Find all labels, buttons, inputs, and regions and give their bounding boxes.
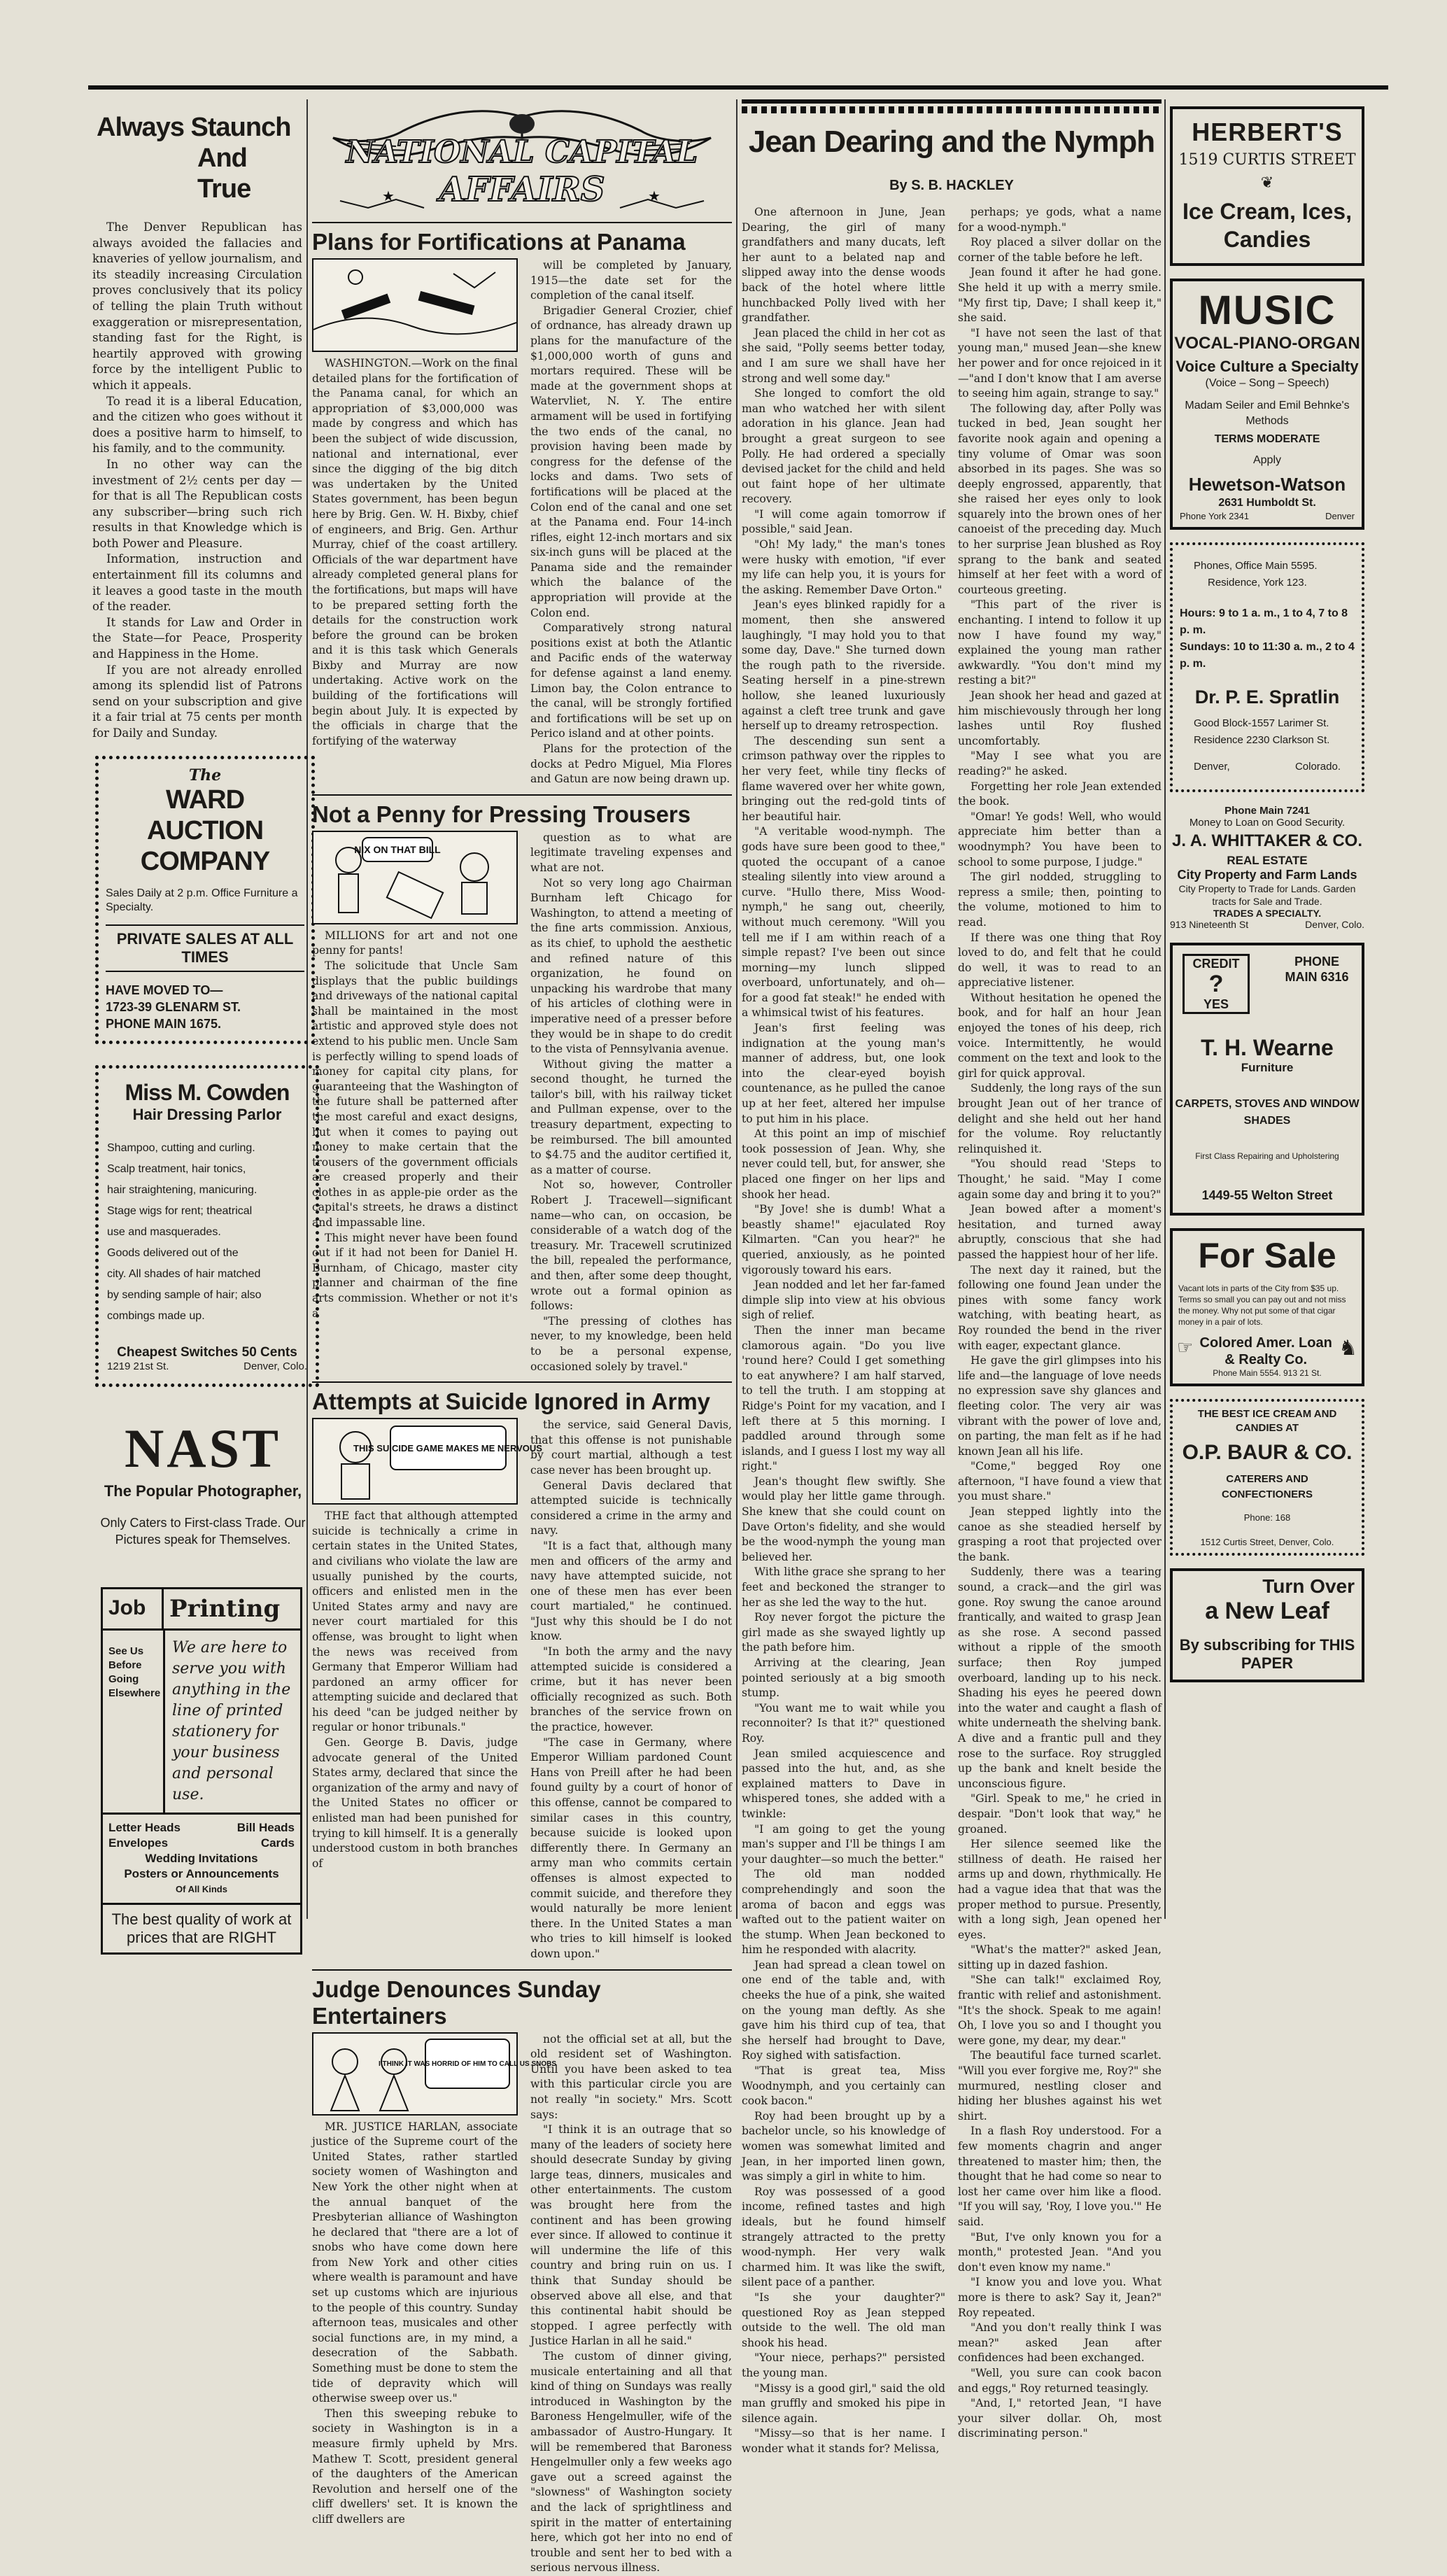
ad-carpets: CARPETS, STOVES AND WINDOW SHADES (1175, 1098, 1360, 1127)
paragraph: "It is a fact that, although many men and officers of the army and navy have attempted suicide, not one of these men has ever been court martialed," he continued. "Just why this should be I do not know. (530, 1539, 732, 1643)
paragraph: Forgetting her role Jean extended the book. (958, 780, 1162, 808)
baur-ad (1170, 1399, 1364, 1556)
ad-subscribe: By subscribing for THIS PAPER (1179, 1636, 1355, 1672)
paragraph: not the official set at all, but the old resident set of Washington. Until you have been asked to tea with this particular circle you are not really "in society." Mrs. Scott says: (530, 2032, 732, 2121)
story-left (312, 258, 518, 787)
paragraph: the service, said General Davis, that this offense is not punishable by court martial, although a test case never has been brought up. (530, 1419, 732, 1477)
paragraph: will be completed by January, 1915—the date set for the completion of the canal itself. (530, 259, 732, 302)
paragraph: Jean's eyes blinked rapidly for a moment, then she answered laughingly, "I may hold you to that some day, Dave." She turned down the rough path to the riverside. Seating herself in a pine-strewn hollow, she leaned luxuriously against a cleft tree trunk and gave herself up to dreamy retrospection. (742, 598, 945, 733)
story-body (312, 831, 732, 1374)
paragraph: At this point an imp of mischief took possession of Jean. Why, she never could tell, but, for answer, she placed one finger on her lips and shook her head. (742, 1127, 945, 1201)
ad-service-line: Stage wigs for rent; theatrical (107, 1204, 253, 1217)
ad-name: O.P. BAUR & CO. (1182, 1441, 1353, 1464)
paragraph: The descending sun sent a crimson pathway over the ripples to her very feet, while tiny flecks of flame wavered over her white gown, bringing out the red-gold tints of her beautiful hair. (742, 734, 945, 823)
story-headline: Plans for Fortifications at Panama (312, 229, 686, 255)
story-divider (312, 1381, 732, 1383)
ad-text: Vacant lots in parts of the City from $35 up. Terms so small you can pay out and not miss the money. Why not put some of that cigar money in a pair of lots. (1178, 1283, 1346, 1327)
paragraph: "And you don't really think I was mean?" asked Jean after confidences had been exchanged. (958, 2321, 1162, 2365)
ad-phone: PHONE MAIN 6316 (1285, 955, 1349, 984)
trousers-cartoon (312, 831, 518, 924)
paragraph: In no other way can the investment of 2½ cents per day —for that is all The Republican costs any subscriber—bring such rich results in that Knowledge which is both Power and Pleasure. (92, 457, 302, 550)
ad-moved: HAVE MOVED TO— (106, 983, 223, 997)
paragraph: Plans for the protection of the docks at Pedro Miguel, Mia Flores and Gatun are now being drawn up. (530, 742, 732, 786)
ad-item: Posters or Announcements (124, 1866, 279, 1880)
paragraph: "Well, you sure can cook bacon and eggs," Roy returned teasingly. (958, 2366, 1162, 2395)
ad-name: Miss M. Cowden (125, 1079, 290, 1105)
ad-voice-culture: Voice Culture a Specialty (1176, 358, 1359, 375)
story-text (312, 929, 518, 1321)
paragraph: Roy placed a silver dollar on the corner of the table before he left. (958, 236, 1162, 264)
paragraph: It stands for Law and Order in the State—for Peace, Prosperity and Happiness in the Home. (92, 615, 302, 661)
editorial-title-1: Always Staunch (97, 113, 291, 142)
paragraph: Not so very long ago Chairman Burnham left Chicago for Washington, to attend a meeting of the fine arts commission. Anxious, as its chief, to uphold the aesthetic and refined nature of this organization, he found on unpacking his wardrobe that many of his articles of clothing were in imperative need of a presser before they would be in shape to do credit to the vista of Pennsylvania avenue. (530, 876, 732, 1056)
ad-name: J. A. WHITTAKER & CO. (1172, 831, 1362, 850)
ad-name: HERBERT'S (1192, 118, 1343, 146)
paragraph: "But, I've only known you for a month," protested Jean. "And you don't even know my name." (958, 2230, 1162, 2274)
left-column (92, 99, 307, 1947)
svg-text:★: ★ (648, 189, 661, 204)
ad-header: THE BEST ICE CREAM AND CANDIES AT (1197, 1408, 1337, 1434)
turn-over-leaf-ad (1170, 1568, 1364, 1682)
paragraph: "In both the army and the navy attempted suicide is considered a crime, but it has never been officially recognized as such. Both branches of the service frown on the practice, however. (530, 1645, 732, 1734)
story-text (312, 356, 518, 749)
hand-pointer-icon: ☞ (1177, 1337, 1194, 1358)
paragraph: Arriving at the clearing, Jean pointed seriously at a big smooth stump. (742, 1656, 945, 1700)
story-body (312, 258, 732, 787)
paragraph: "I think it is an outrage that so many of the leaders of society here should desecrate Sunday by giving large teas, dinners, musicales and other entertainments. The custom was brought here from the continent and has been growing ever since. If allowed to continue it will undermine the life of this country and bring ruin on us. I think that Sunday should be observed above all else, and that this continental habit should be stopped. I agree perfectly with Justice Harlan in all he said." (530, 2123, 732, 2348)
paragraph: Without giving the matter a second thought, he turned the tailor's bill, with his railway ticket and Pullman expense, over to the treasury department, expecting to be reimbursed. The bill amounted to $4.75 and the auditor certified it, as a matter of course. (530, 1057, 732, 1176)
credit-box (1183, 954, 1250, 1014)
ad-company-row (1173, 1328, 1362, 1368)
ad-state: Colorado. (1294, 761, 1341, 773)
ad-parlor: Hair Dressing Parlor (132, 1105, 282, 1123)
paragraph: Not so, however, Controller Robert J. Tracewell—significant name—who can, on occasion, be considerable of a watch dog of the treasury. Mr. Tracewell scrutinized the bill, repealed the performance, and then, after some deep thought, wrote out a formal opinion as follows: (530, 1178, 732, 1313)
paragraph: The girl nodded, struggling to repress a smile; then, pointing to the volume, motioned to him to read. (958, 871, 1162, 929)
whittaker-ad (1170, 805, 1364, 930)
paragraph: question as to what are legitimate traveling expenses and what are not. (530, 831, 732, 874)
ad-teachers: Madam Seiler and Emil Behnke's Methods (1185, 400, 1350, 427)
paragraph: If you are not already enrolled among its splendid list of Patrons send on your subscription and give it a fair trial at 75 cents per month for Daily and Sunday. (92, 663, 302, 740)
ad-voice-song: (Voice – Song – Speech) (1205, 377, 1329, 389)
ad-company: Colored Amer. Loan & Realty Co. (1199, 1335, 1332, 1367)
paragraph: "By Jove! she is dumb! What a beastly shame!" ejaculated Roy Kilmarten. "Can you hear?" he queried, anxiously, as he pointed vigorously toward his ears. (742, 1203, 945, 1276)
ad-item: Envelopes (108, 1836, 169, 1850)
story-right (530, 1418, 732, 1962)
ad-service-line: Scalp treatment, hair tonics, (107, 1162, 246, 1175)
paragraph: Jean nodded and let her far-famed dimple slip into view at his obvious sigh of relief. (742, 1279, 945, 1322)
ad-name: MUSIC (1198, 288, 1336, 333)
music-ad (1170, 279, 1364, 530)
ad-phone: PHONE MAIN 1675. (106, 1016, 222, 1031)
officer-illustration-icon (313, 1419, 542, 1503)
ad-subtext: Sales Daily at 2 p.m. Office Furniture a Specialty. (106, 887, 298, 913)
dotted-rule (742, 106, 1162, 113)
story-right (530, 258, 732, 787)
paragraph: "A veritable wood-nymph. The gods have sure been good to thee," quoted the occupant of a canoe stealing silently into view around a curve. "Hullo there, Miss Wood-nymph," he sang out, cheerily, without much ceremony. "Will you tell me if I am within reach of a simple repast? I've been out since morning—my lunch slipped overboard, unfortunately, and oh—for a good fat steak!" he ended with a whimsical twist of his features. (742, 825, 945, 1020)
ad-block: Good Block-1557 Larimer St. (1194, 717, 1329, 729)
cannon-illustration-icon (313, 260, 516, 351)
paragraph: The next day it rained, but the following one found Jean under the pines with some fancy work watching, with beating heart, as Roy rounded the bend in the river with eager, expectant glance. (958, 1263, 1162, 1352)
ad-see-us: See Us Before Going Elsewhere (103, 1631, 165, 1813)
story-headline: Not a Penny for Pressing Trousers (312, 801, 691, 827)
ad-street: 2631 Humboldt St. (1218, 497, 1316, 509)
story-divider (312, 1969, 732, 1971)
paragraph: perhaps; ye gods, what a name for a wood-nymph." (958, 206, 1162, 234)
ad-phones: Phones, Office Main 5595. (1194, 560, 1318, 572)
ad-service-line: use and masquerades. (107, 1225, 221, 1238)
ad-name: T. H. Wearne (1201, 1035, 1334, 1060)
ad-address: 1512 Curtis Street, Denver, Colo. (1200, 1537, 1334, 1547)
ad-city-property: City Property and Farm Lands (1177, 868, 1357, 882)
question-mark-icon: ? (1208, 971, 1224, 997)
story-headline: Attempts at Suicide Ignored in Army (312, 1388, 711, 1415)
paragraph: Gen. George B. Davis, judge advocate general of the United States army, declared that since the organization of the army and navy of the United States no officer or enlisted man had been punished for trying to kill himself. It is a generally understood custom in both branches of (312, 1736, 518, 1870)
story-text (312, 2120, 518, 2528)
column-divider (736, 99, 737, 1919)
ad-phone: Phone Main 7241 (1224, 805, 1310, 817)
ad-service-line: city. All shades of hair matched (107, 1267, 261, 1280)
story-right (958, 205, 1162, 2456)
ad-city: Denver, Colo. (243, 1360, 307, 1372)
ad-confectioners: CONFECTIONERS (1221, 1488, 1313, 1500)
ad-apply: Apply (1252, 454, 1282, 466)
ad-middle (103, 1631, 300, 1813)
ad-products: Ice Cream, Ices, Candies (1183, 199, 1352, 252)
paragraph: THE fact that although attempted suicide is technically a crime in certain states in the United States, and civilians who violate the law are usually punished by the courts, officers and enlisted men in the United States army and navy are never court martialed for this offense, was brought to light when the news was received from Germany that Emperor William had pardoned an army officer for attempting suicide and declared that his deed "can be judged neither by regular or honor tribunals." (312, 1509, 518, 1734)
ad-terms: TERMS MODERATE (1214, 433, 1320, 445)
paragraph: He gave the girl glimpses into his life and—the language of love needs no expression save shy glances and fleeting color. The very air was vibrant with the power of love and, on parting, the man felt as if he had known Jean all his life. (958, 1354, 1162, 1458)
ad-vpo: VOCAL-PIANO-ORGAN (1174, 334, 1360, 353)
story-body (742, 205, 1162, 2456)
paragraph: Comparatively strong natural positions exist at both the Atlantic and Pacific ends of the waterway for defense against a land enemy. Limon bay, the Colon entrance to the canal, will be strongly fortified and fortifications will be set up on Perico island and at other points. (530, 621, 732, 740)
paragraph: "I am going to get the young man's supper and I'll be things I am your daughter—so much the better." (742, 1822, 945, 1866)
paragraph: She longed to comfort the old man who watched her with silent adoration in his glance. Jean had brought a great surgeon to see Polly. He had ordered a specially devised jacket for the child and held out faint hope of her ultimate recovery. (742, 387, 945, 506)
paragraph: Suddenly, the long rays of the sun brought Jean out of her trance of delight and she held out her hand for the volume. Roy reluctantly relinquished it. (958, 1082, 1162, 1155)
ad-service-line: Shampoo, cutting and curling. (107, 1141, 255, 1154)
ad-real-estate: REAL ESTATE (1227, 854, 1308, 867)
story-header (742, 99, 1162, 194)
ad-money: Money to Loan on Good Security. (1189, 817, 1346, 829)
paragraph: "This part of the river is enchanting. I intend to follow it up now I have found my way," explained the young man rather awkwardly. "You don't mind my resting a bit?" (958, 598, 1162, 687)
cowden-ad (95, 1065, 319, 1387)
paragraph: Roy was possessed of a good income, refined tastes and high ideals, but he found himself strangely attracted to the pretty wood-nymph. Her very walk charmed him. It was like the swift, silent pace of a panther. (742, 2185, 945, 2289)
ad-new-leaf: a New Leaf (1205, 1598, 1329, 1624)
paragraph: "Missy—so that is her name. I wonder what it stands for? Melissa, (742, 2427, 945, 2455)
paragraph: General Davis declared that attempted suicide is technically considered a crime in the army and navy. (530, 1479, 732, 1537)
story-right (530, 831, 732, 1374)
ad-item: Letter Heads (108, 1820, 181, 1834)
ad-trade: City Property to Trade for Lands. Garden tracts for Sale and Trade. (1178, 883, 1356, 907)
paragraph: Then the inner man became clamorous again. "Do you live 'round here? Could I get something to eat anywhere? I am half starved, to tell the truth. I am stopping at Ridge's Point for my vacation, and I left there at 5 this morning. I paddled around through some islands, and I guess I lost my way all right." (742, 1323, 945, 1473)
ad-hours: Hours: 9 to 1 a. m., 1 to 4, 7 to 8 p. m. (1180, 607, 1348, 636)
editorial-title-2: And True (197, 143, 251, 204)
spratlin-ad (1170, 542, 1364, 792)
paragraph: "That is great tea, Miss Woodnymph, and you certainly can cook bacon." (742, 2064, 945, 2108)
ad-job: Job (103, 1589, 164, 1628)
ad-private-sales: PRIVATE SALES AT ALL TIMES (106, 924, 304, 972)
ward-auction-ad (95, 756, 315, 1044)
wearne-ad (1170, 943, 1364, 1216)
paragraph: In a flash Roy understood. For a few moments chagrin and anger threatened to master him; then, the thought that he had come so near to lost her came over him like a flood. "If you will say, 'Roy, I love you.'" He said. (958, 2125, 1162, 2228)
fortification-cartoon (312, 258, 518, 352)
uncle-sam-illustration-icon (313, 832, 516, 923)
ad-address-row (1170, 919, 1364, 930)
cartoon-caption: THIS SUICIDE GAME MAKES ME NERVOUS (353, 1443, 542, 1454)
story-left (312, 831, 518, 1374)
ad-address: 1449-55 Welton Street (1201, 1188, 1333, 1202)
paragraph: Jean's first feeling was indignation at the young man's manner of address, but, one look into the clear-eyed boyish countenance, as he pulled the canoe up at her feet, altered her impulse to put him in his place. (742, 1022, 945, 1125)
ad-service-line: by sending sample of hair; also (107, 1288, 262, 1301)
paragraph: Jean's thought flew swiftly. She would play her little game through. She knew that she could count on Dave Orton's fidelity, and she would be the wood-nymph the young man believed her. (742, 1474, 945, 1563)
paragraph: "The pressing of clothes has never, to my knowledge, been held to be a personal expense, occasioned solely by travel." (530, 1314, 732, 1373)
ad-name: Dr. P. E. Spratlin (1194, 687, 1340, 708)
ad-residence: Residence, York 123. (1208, 577, 1307, 589)
ad-item: Bill Heads (237, 1820, 295, 1834)
masthead-line2: AFFAIRS (439, 170, 605, 209)
paragraph: "I will come again tomorrow if possible," said Jean. (742, 507, 945, 536)
paragraph: "The case in Germany, where Emperor William pardoned Count Hans von Preill after he had been found guilty by a court of honor of this offense, cannot be compared to similar cases in this country, because suicide is looked upon differently there. In Germany an army man who commits certain offenses is almost expected to commit suicide, and therefore they would naturally be more lenient there. In the United States a man who tries to kill himself is looked down upon." (530, 1736, 732, 1960)
ad-caterers: CATERERS AND (1226, 1473, 1308, 1485)
ad-company-name: WARD AUCTION COMPANY (140, 784, 270, 876)
nast-ad (92, 1418, 313, 1548)
paragraph: This might never have been found out if it had not been for Daniel H. Burnham, of Chicago, master city planner and chairman of the fine arts commission. Whether or not it's a (312, 1231, 518, 1320)
ad-city: Denver (1325, 511, 1355, 521)
paragraph: Suddenly, there was a tearing sound, a crack—and the girl was gone. Roy swung the canoe around frantically, and waited to grasp Jean as she rose. A second passed without a ripple of the smooth surface; then Roy jumped overboard, landing up to his neck. Shading his eyes he peered down into the water and caught a flash of white underneath the shelving bank. A dive and a frantic pull and they rose to the surface. Roy struggled up the bank and knelt beside the unconscious figure. (958, 1565, 1162, 1790)
paragraph: Information, instruction and entertainment fill its columns and it leaves a good taste in the mouth of the reader. (92, 552, 302, 614)
ad-address: 1723-39 GLENARM ST. (106, 999, 241, 1014)
ad-city: Denver, (1194, 761, 1230, 773)
paragraph: MILLIONS for art and not one penny for pants! (312, 929, 518, 957)
paragraph: "I know you and love you. What more is there to ask? Say it, Jean?" Roy repeated. (958, 2276, 1162, 2319)
paragraph: To read it is a liberal Education, and the citizen who goes without it does a positive harm to himself, to his family, and to the community. (92, 394, 302, 456)
ad-service-line: hair straightening, manicuring. (107, 1183, 257, 1196)
ad-first-class: First Class Repairing and Upholstering (1195, 1151, 1339, 1161)
paragraph: The Denver Republican has always avoided the fallacies and knaveries of yellow journalism, and its steadily increasing Circulation proves conclusively that its policy of telling the plain Truth without exaggeration or misrepresentation, standing fast for the Right, is heartily approved with growing force by the intelligent Public to which it appeals. (92, 220, 302, 392)
ad-city-row (1180, 759, 1355, 775)
herberts-ad (1170, 106, 1364, 266)
paragraph: Without hesitation he opened the book, and for half an hour Jean enjoyed the tones of his deep, rich voice. Intermittently, he would comment on the text and look to the girl for quick approval. (958, 991, 1162, 1080)
horse-rider-icon: ♞ (1339, 1335, 1357, 1360)
editorial-body (92, 220, 302, 742)
paragraph: The beautiful face turned scarlet. "Will you ever forgive me, Roy?" she murmured, nestling closer and hiding her blushes against his wet shirt. (958, 2049, 1162, 2123)
paragraph: "I have not seen the last of that young man," mused Jean—she knew her power and for once rejoiced in it —"and I don't know that I am averse to seeing him again, strange to say." (958, 326, 1162, 400)
paragraph: Jean shook her head and gazed at him mischievously through her long lashes until Roy flushed uncomfortably. (958, 689, 1162, 747)
paragraph: MR. JUSTICE HARLAN, associate justice of the Supreme court of the United States, rather startled society women of Washington and New York the other night when at the annual banquet of the Presbyterian alliance of Washington he declared that "there are a lot of snobs who have come down here from New York and other cities where wealth is paramount and have set up customs which are injurious to the people of this country. Sunday afternoon teas, musicales and other social functions are, in my mind, a desecration of the Sabbath. Something must be done to stem the tide of depravity which will otherwise sweep over us." (312, 2120, 518, 2405)
masthead (312, 99, 732, 223)
ad-items (103, 1813, 300, 1903)
ad-phone: Phone Main 5554. 913 21 St. (1213, 1368, 1322, 1378)
paragraph: Then this sweeping rebuke to society in Washington is in a measure firmly upheld by Mrs. Mathew T. Scott, president general of the daughters of the American Revolution and herself one of the cliff dwellers' set. It is known the cliff dwellers are (312, 2407, 518, 2526)
paragraph: "She can talk!" exclaimed Roy, frantic with relief and astonishment. "It's the shock. Speak to me again! Oh, I love you so and I thought you were gone, my dear, my dear." (958, 1973, 1162, 2047)
column-divider (1164, 99, 1166, 1919)
paragraph: With lithe grace she sprang to her feet and beckoned the stranger to her as she led the way to the hut. (742, 1565, 945, 1609)
paragraph: "Girl. Speak to me," he cried in despair. "Don't look that way," he groaned. (958, 1792, 1162, 1836)
ad-header (103, 1589, 300, 1631)
masthead-line1: NATIONAL CAPITAL (346, 134, 698, 170)
ad-top (1173, 945, 1362, 1014)
top-rule (88, 85, 1388, 90)
paragraph: Her silence seemed like the stillness of death. He raised her arms up and down, rhythmically. He had a vague idea that that was the proper method to pursue. Presently, with a long sigh, Jean opened her eyes. (958, 1838, 1162, 1941)
story-body (312, 1418, 732, 1962)
ad-turn-over: Turn Over (1262, 1575, 1355, 1597)
paragraph: "Your niece, perhaps?" persisted the young man. (742, 2351, 945, 2379)
ads-column (1170, 106, 1364, 1940)
paragraph: One afternoon in June, Jean Dearing, the girl of many grandfathers and many ducats, left her aunt to a belated nap and slipped away into the dense woods back of the hotel where little hunchbacked Polly lived with her grandfather. (742, 206, 945, 325)
ornament-icon: ❦ (1260, 174, 1274, 192)
paragraph: The old man nodded comprehendingly and soon the aroma of bacon and eggs was wafted out to the patient waiter on the stump. When Jean beckoned to him he responded with alacrity. (742, 1868, 945, 1957)
ad-item: Wedding Invitations (145, 1851, 258, 1865)
paragraph: The solicitude that Uncle Sam displays that the public buildings and driveways of the national capital shall be maintained in the most artistic and approved style does not extend to his public men. Uncle Sam is perfectly willing to spend loads of money for capital city plans, for guaranteeing that the Washington of the future shall be patterned after the most careful and exact designs, but when it comes to paying out money to make certain that the trousers of the government officials are creased properly and their clothes in as apple-pie order as the capital's streets, he draws a distinct and impassable line. (312, 959, 518, 1230)
paragraph: Jean had spread a clean towel on one end of the table and, with cheeks the hue of a pink, she waited on the young man deftly. As she gave him his third cup of tea, that she herself had brought to Dave, Roy sighed with satisfaction. (742, 1958, 945, 2062)
ad-address: 913 Nineteenth St (1170, 919, 1249, 930)
paragraph: Roy never forgot the picture the girl made as she swayed lightly up the path before him. (742, 1611, 945, 1654)
story-title: Jean Dearing and the Nymph (748, 125, 1155, 159)
ad-service-line: Goods delivered out of the (107, 1246, 239, 1259)
story-left (312, 1418, 542, 1962)
ad-all-kinds: Of All Kinds (176, 1883, 227, 1894)
paragraph: Jean smiled acquiescence and passed into the hut, and, as she explained matters to Dave in whispered tones, she added with a twinkle: (742, 1747, 945, 1820)
story-left (742, 205, 945, 2456)
paragraph: If there was one thing that Roy loved to do, and felt that he could do well, it was to read to an appreciative listener. (958, 931, 1162, 990)
svg-text:★: ★ (382, 189, 395, 204)
paragraph: "Come," begged Roy one afternoon, "I have found a view that you must share." (958, 1460, 1162, 1503)
ad-res: Residence 2230 Clarkson St. (1194, 734, 1330, 746)
story-body (312, 2032, 732, 2576)
story-text (312, 1509, 518, 1871)
paragraph: The custom of dinner giving, musicale entertaining and all that kind of thing on Sundays was really introduced in Washington by the Baroness Hengelmuller, wife of the ambassador of Austro-Hungary. It will be remembered that Baroness Hengelmuller only a few weeks ago gave out a screed against the "slowness" of Washington society and the lack of sprightliness and spirit in the matter of entertaining here, which got her into no end of trouble and sent her to bed with a serious nervous illness. (530, 2350, 732, 2575)
ad-phone: Phone: 168 (1243, 1512, 1291, 1523)
paragraph: "You want me to wait while you reconnoiter? Is that it?" questioned Roy. (742, 1701, 945, 1745)
paragraph: "And, I," retorted Jean, "I have your silver dollar. Oh, most discriminating person." (958, 2397, 1162, 2440)
ad-address: 1219 21st St. (107, 1360, 169, 1372)
ad-town: Denver, Colo. (1305, 919, 1364, 930)
story-right (530, 2032, 732, 2576)
paragraph: Jean stepped lightly into the canoe as she steadied herself by grasping a root that projected over the bank. (958, 1505, 1162, 1563)
paragraph: WASHINGTON.—Work on the final detailed plans for the fortification of the Panama canal, for which an appropriation of $3,000,000 was made by congress and which has been the subject of wide discussion, national and international, ever since the digging of the big ditch was undertaken by the United States government, has been begun here by Brig. Gen. W. H. Bixby, chief of engineers, and Brig. Gen. Arthur Murray, chief of the coast artillery. Officials of the war department have already completed general plans for the fortifications, but maps will have to be prepared setting forth the details for the construction work before the ground can be broken and it is this task which Generals Bixby and Murray are now undertaking. Active work on the building of the fortifications will begin about July. It is expected by the officials in charge that the fortifying of the waterway (312, 357, 518, 747)
ad-name: For Sale (1198, 1236, 1336, 1275)
ad-hewetson: Hewetson-Watson (1188, 474, 1346, 495)
society-women-illustration-icon (313, 2034, 557, 2114)
paragraph: "Omar! Ye gods! Well, who would appreciate him better than a woodnymph? You have been to school to some purpose, I judge." (958, 810, 1162, 868)
paragraph: "May I see what you are reading?" he asked. (958, 749, 1162, 777)
paragraph: Jean bowed after a moment's hesitation, and turned away abruptly, conscious that she had passed the happiest hour of her life. (958, 1203, 1162, 1261)
story-byline: By S. B. HACKLEY (889, 178, 1014, 193)
for-sale-ad (1170, 1228, 1364, 1386)
eagle-masthead-icon (319, 103, 725, 218)
national-capital-column (312, 99, 732, 2575)
ad-item: Cards (260, 1836, 295, 1850)
ad-street: 1519 CURTIS STREET (1178, 151, 1356, 169)
paragraph: "Is she your daughter?" questioned Roy as Jean stepped outside to the well. The old man shook his head. (742, 2290, 945, 2349)
story-column (742, 99, 1162, 2455)
ad-the: The (188, 766, 222, 784)
paragraph: Brigadier General Crozier, chief of ordnance, has already drawn up plans for the manufacture of the $1,000,000 worth of guns and mortars required. These will be made at the government shops at Watervliet, N. Y. The entire armament will be used in fortifying the two ends of the canal, no provision having been made by congress for the defense of the locks and dams. Two sets of fortifications will be placed at the Colon end of the canal and one set at the Panama end. Four 14-inch rifles, eight 12-inch mortars and six six-inch guns will be placed at the Panama side and the remainder which the balance of the appropriation will provide at the Colon end. (530, 304, 732, 619)
ad-phone: Phone York 2341 (1180, 511, 1250, 521)
ad-cheap: Cheapest Switches 50 Cents (117, 1344, 297, 1360)
paragraph: "Oh! My lady," the man's tones were husky with emotion, "if ever my life can help you, it is yours for the asking. Remember Dave Orton." (742, 538, 945, 596)
story-left (312, 2032, 557, 2576)
ad-serve: We are here to serve you with anything in the line of printed stationery for your business and personal use. (172, 1638, 291, 1803)
ad-printing: Printing (169, 1594, 281, 1623)
paragraph: Jean placed the child in her cot as she said, "Polly seems better today, and I am sure we shall have her strong and well some day." (742, 326, 945, 385)
judge-cartoon (312, 2032, 557, 2116)
cartoon-caption: I THINK IT WAS HORRID OF HIM TO CALL US SNOBS (378, 2060, 557, 2068)
paragraph: "You should read 'Steps to Thought,' he said. "May I come again some day and bring it to you?" (958, 1157, 1162, 1201)
cartoon-caption: NIX ON THAT BILL (354, 843, 441, 855)
job-printing-ad (101, 1587, 302, 1955)
paragraph: The following day, after Polly was tucked in bed, Jean sought her favorite nook again and opening a tiny volume of Omar was soon absorbed in its pages. She was so deeply engrossed, apparently, that she raised her eyes only to look squarely into the brown ones of her canoeist of the preceding day. Much to her surprise Jean blushed as Roy sprang to the bank and seated himself at her feet with a word of courteous greeting. (958, 402, 1162, 596)
ad-service-line: combings made up. (107, 1309, 205, 1322)
paragraph: "What's the matter?" asked Jean, sitting up in dazed fashion. (958, 1943, 1162, 1971)
ad-name: NAST (124, 1417, 282, 1479)
ad-sundays: Sundays: 10 to 11:30 a. m., 2 to 4 p. m. (1180, 641, 1355, 670)
ad-address-row (107, 1360, 307, 1372)
paragraph: Roy had been brought up by a bachelor uncle, so his knowledge of women was somewhat limited and Jean, in her imported linen gown, was simply a girl in white to him. (742, 2109, 945, 2183)
ad-credit: CREDIT (1192, 957, 1240, 971)
story-headline: Judge Denounces Sunday Entertainers (312, 1976, 601, 2029)
ad-yes: YES (1203, 997, 1229, 1011)
story-divider (312, 794, 732, 796)
ad-furniture: Furniture (1241, 1061, 1294, 1074)
suicide-cartoon (312, 1418, 542, 1505)
ad-caters: Only Caters to First-class Trade. Our Pictures speak for Themselves. (100, 1515, 306, 1547)
ad-photographer: The Popular Photographer, (104, 1481, 302, 1500)
paragraph: Jean found it after he had gone. She held it up with a merry smile. "My first tip, Dave; I shall keep it," she said. (958, 266, 1162, 325)
ad-footer (1173, 511, 1362, 527)
ad-bottom: The best quality of work at prices that are RIGHT (103, 1903, 300, 1952)
ad-trades: TRADES A SPECIALTY. (1213, 908, 1322, 919)
paragraph: "Missy is a good girl," said the old man gruffly and smoked his pipe in silence again. (742, 2381, 945, 2425)
